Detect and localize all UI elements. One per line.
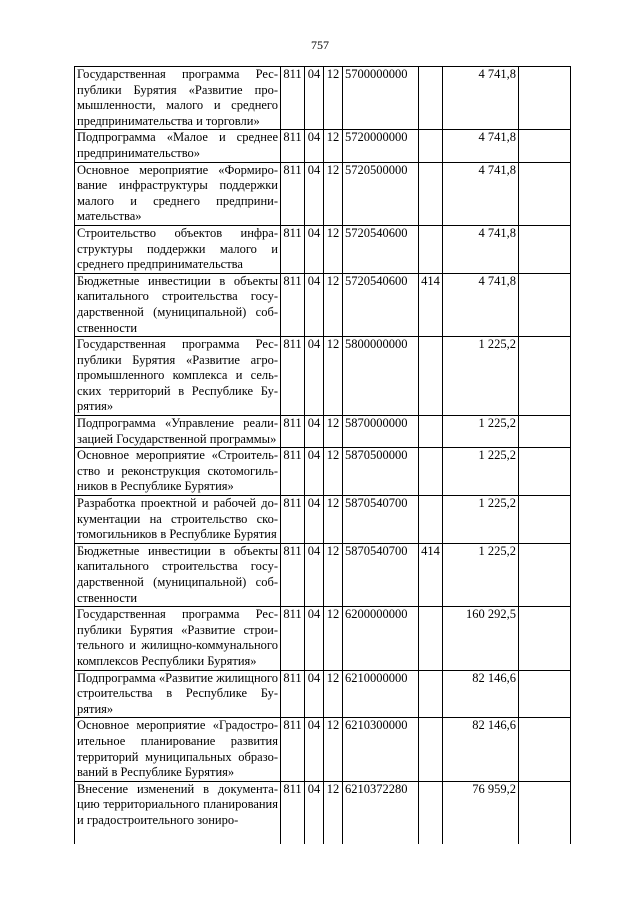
table-row [75, 718, 571, 781]
row-subsection-code: 12 [324, 67, 343, 130]
row-section-code: 04 [305, 670, 324, 718]
row-expense-type [419, 496, 443, 544]
row-amount: 4 741,8 [443, 225, 519, 273]
row-section-code: 04 [305, 416, 324, 448]
row-section-code: 04 [305, 718, 324, 781]
table-row [75, 225, 571, 273]
row-section-code: 04 [305, 607, 324, 670]
row-name: Бюджетные инвестиции в объекты капитального строительства государственной (муниципальной) собственности [75, 543, 281, 606]
row-name: Внесение изменений в документацию территориального планирования и градостроительного зониро- [75, 781, 281, 844]
row-target-code: 5800000000 [343, 337, 419, 416]
budget-table-body [75, 67, 571, 844]
row-expense-type [419, 607, 443, 670]
row-section-code: 04 [305, 67, 324, 130]
row-ministry-code: 811 [281, 162, 305, 225]
row-section-code: 04 [305, 273, 324, 336]
row-subsection-code: 12 [324, 781, 343, 844]
table-row [75, 273, 571, 336]
row-section-code: 04 [305, 162, 324, 225]
table-row [75, 130, 571, 162]
row-target-code: 5870540700 [343, 496, 419, 544]
row-amount: 4 741,8 [443, 273, 519, 336]
row-ministry-code: 811 [281, 543, 305, 606]
row-subsection-code: 12 [324, 670, 343, 718]
row-name: Основное мероприятие «Формирование инфраструктуры поддержки малого и среднего предпринимательства» [75, 162, 281, 225]
row-name: Бюджетные инвестиции в объекты капитального строительства государственной (муниципальной) собственности [75, 273, 281, 336]
table-row [75, 543, 571, 606]
row-section-code: 04 [305, 496, 324, 544]
row-target-code: 6210372280 [343, 781, 419, 844]
row-ministry-code: 811 [281, 130, 305, 162]
row-target-code: 5720540600 [343, 225, 419, 273]
row-extra [519, 670, 571, 718]
row-amount: 1 225,2 [443, 337, 519, 416]
row-amount: 4 741,8 [443, 67, 519, 130]
row-amount: 82 146,6 [443, 670, 519, 718]
row-subsection-code: 12 [324, 718, 343, 781]
row-extra [519, 130, 571, 162]
row-expense-type [419, 225, 443, 273]
row-ministry-code: 811 [281, 496, 305, 544]
row-expense-type [419, 162, 443, 225]
row-ministry-code: 811 [281, 337, 305, 416]
table-row [75, 162, 571, 225]
row-subsection-code: 12 [324, 496, 343, 544]
row-target-code: 6200000000 [343, 607, 419, 670]
row-target-code: 5720500000 [343, 162, 419, 225]
row-subsection-code: 12 [324, 416, 343, 448]
row-subsection-code: 12 [324, 130, 343, 162]
row-ministry-code: 811 [281, 718, 305, 781]
row-amount: 1 225,2 [443, 448, 519, 496]
row-extra [519, 162, 571, 225]
row-section-code: 04 [305, 448, 324, 496]
row-extra [519, 543, 571, 606]
table-row [75, 781, 571, 844]
table-row [75, 496, 571, 544]
row-extra [519, 718, 571, 781]
row-target-code: 5870500000 [343, 448, 419, 496]
row-subsection-code: 12 [324, 225, 343, 273]
table-row [75, 448, 571, 496]
table-row [75, 337, 571, 416]
row-amount: 1 225,2 [443, 496, 519, 544]
table-row [75, 670, 571, 718]
row-name: Строительство объектов инфраструктуры поддержки малого и среднего предпринимательства [75, 225, 281, 273]
row-extra [519, 416, 571, 448]
row-extra [519, 448, 571, 496]
row-target-code: 5720540600 [343, 273, 419, 336]
row-amount: 1 225,2 [443, 543, 519, 606]
row-name: Подпрограмма «Малое и среднее предпринимательство» [75, 130, 281, 162]
row-section-code: 04 [305, 781, 324, 844]
row-expense-type [419, 781, 443, 844]
row-subsection-code: 12 [324, 337, 343, 416]
row-ministry-code: 811 [281, 225, 305, 273]
row-extra [519, 273, 571, 336]
row-amount: 4 741,8 [443, 130, 519, 162]
row-expense-type [419, 718, 443, 781]
table-row [75, 416, 571, 448]
row-target-code: 6210000000 [343, 670, 419, 718]
row-section-code: 04 [305, 225, 324, 273]
row-ministry-code: 811 [281, 607, 305, 670]
row-extra [519, 225, 571, 273]
row-section-code: 04 [305, 543, 324, 606]
row-expense-type: 414 [419, 543, 443, 606]
row-expense-type [419, 448, 443, 496]
row-name: Основное мероприятие «Строительство и реконструкция скотомогильников в Республике Бурятия» [75, 448, 281, 496]
row-target-code: 5870540700 [343, 543, 419, 606]
budget-table [74, 66, 571, 844]
row-ministry-code: 811 [281, 781, 305, 844]
row-name: Государственная программа Республики Бурятия «Развитие строительного и жилищно-коммунального комплексов Республики Бурятия» [75, 607, 281, 670]
row-target-code: 5700000000 [343, 67, 419, 130]
row-name: Подпрограмма «Развитие жилищного строительства в Республике Бурятия» [75, 670, 281, 718]
row-expense-type [419, 416, 443, 448]
row-name: Основное мероприятие «Градостроительное планирование развития территорий муниципальных образований в Республике Бурятия» [75, 718, 281, 781]
row-section-code: 04 [305, 130, 324, 162]
row-subsection-code: 12 [324, 162, 343, 225]
row-ministry-code: 811 [281, 67, 305, 130]
row-subsection-code: 12 [324, 273, 343, 336]
row-ministry-code: 811 [281, 670, 305, 718]
row-extra [519, 496, 571, 544]
row-extra [519, 67, 571, 130]
table-row [75, 67, 571, 130]
row-amount: 82 146,6 [443, 718, 519, 781]
row-name: Разработка проектной и рабочей документации на строительство скотомогильников в Республике Бурятия [75, 496, 281, 544]
row-subsection-code: 12 [324, 448, 343, 496]
row-section-code: 04 [305, 337, 324, 416]
row-extra [519, 607, 571, 670]
row-amount: 4 741,8 [443, 162, 519, 225]
row-target-code: 6210300000 [343, 718, 419, 781]
row-target-code: 5720000000 [343, 130, 419, 162]
row-expense-type [419, 670, 443, 718]
row-amount: 160 292,5 [443, 607, 519, 670]
row-amount: 1 225,2 [443, 416, 519, 448]
row-amount: 76 959,2 [443, 781, 519, 844]
row-extra [519, 781, 571, 844]
row-expense-type [419, 130, 443, 162]
row-ministry-code: 811 [281, 448, 305, 496]
table-row [75, 607, 571, 670]
row-name: Подпрограмма «Управление реализацией Государственной программы» [75, 416, 281, 448]
row-ministry-code: 811 [281, 416, 305, 448]
row-name: Государственная программа Республики Бурятия «Развитие промышленности, малого и среднего предпринимательства и торговли» [75, 67, 281, 130]
row-expense-type [419, 67, 443, 130]
page-number: 757 [311, 38, 329, 52]
row-extra [519, 337, 571, 416]
row-expense-type [419, 337, 443, 416]
row-subsection-code: 12 [324, 607, 343, 670]
row-expense-type: 414 [419, 273, 443, 336]
row-subsection-code: 12 [324, 543, 343, 606]
row-target-code: 5870000000 [343, 416, 419, 448]
row-name: Государственная программа Республики Бурятия «Развитие агропромышленного комплекса и сельских территорий в Республике Бурятия» [75, 337, 281, 416]
row-ministry-code: 811 [281, 273, 305, 336]
